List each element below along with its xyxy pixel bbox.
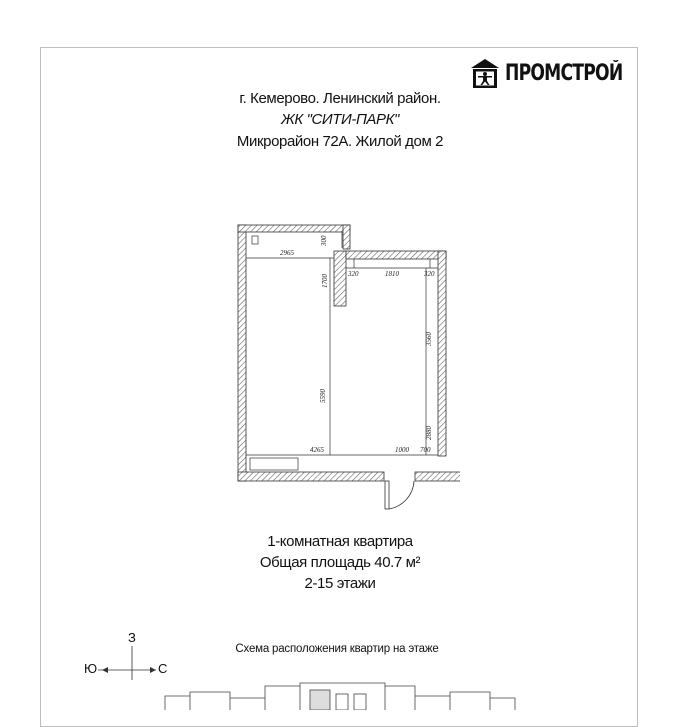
brand-logo [470, 56, 656, 90]
compass-rose [84, 628, 174, 688]
complex-name: ЖК "СИТИ-ПАРК" [281, 111, 399, 128]
dim-balcony-width: 1810 [385, 270, 399, 278]
building-man-icon [470, 57, 500, 89]
dim-right-wall-lower: 2880 [425, 426, 433, 440]
apartment-type: 1-комнатная квартира [267, 533, 413, 550]
dim-balcony-right: 320 [424, 270, 435, 278]
entrance-door [385, 481, 414, 509]
total-area: Общая площадь 40.7 м² [259, 554, 421, 571]
brand-name: ПРОМСТРОЙ [505, 60, 623, 86]
walls [238, 225, 460, 481]
apartment-floor-plan [230, 218, 460, 518]
address-line: г. Кемерово. Ленинский район. [239, 90, 441, 107]
dim-balcony-left: 320 [348, 270, 359, 278]
compass-west-label: Ю [84, 661, 98, 676]
dim-right-wall-upper: 3560 [425, 332, 433, 346]
compass-east-label: С [158, 661, 168, 676]
floor-scheme-title: Схема расположения квартир на этаже [235, 643, 439, 655]
compass-north-label: З [128, 630, 136, 645]
dim-top-small: 300 [320, 235, 328, 246]
dim-bottom-width: 4265 [310, 446, 324, 454]
floor-scheme-drawing [160, 680, 520, 710]
floor-range: 2-15 этажи [304, 575, 376, 592]
dim-top-width: 2965 [280, 249, 294, 257]
dim-door-right: 700 [420, 446, 431, 454]
compass-arrows-icon [98, 646, 158, 682]
building-line: Микрорайон 72А. Жилой дом 2 [236, 133, 444, 150]
dim-niche-height: 1700 [321, 274, 329, 288]
dim-room-height-left: 5590 [319, 389, 327, 403]
dim-door-width: 1000 [395, 446, 409, 454]
